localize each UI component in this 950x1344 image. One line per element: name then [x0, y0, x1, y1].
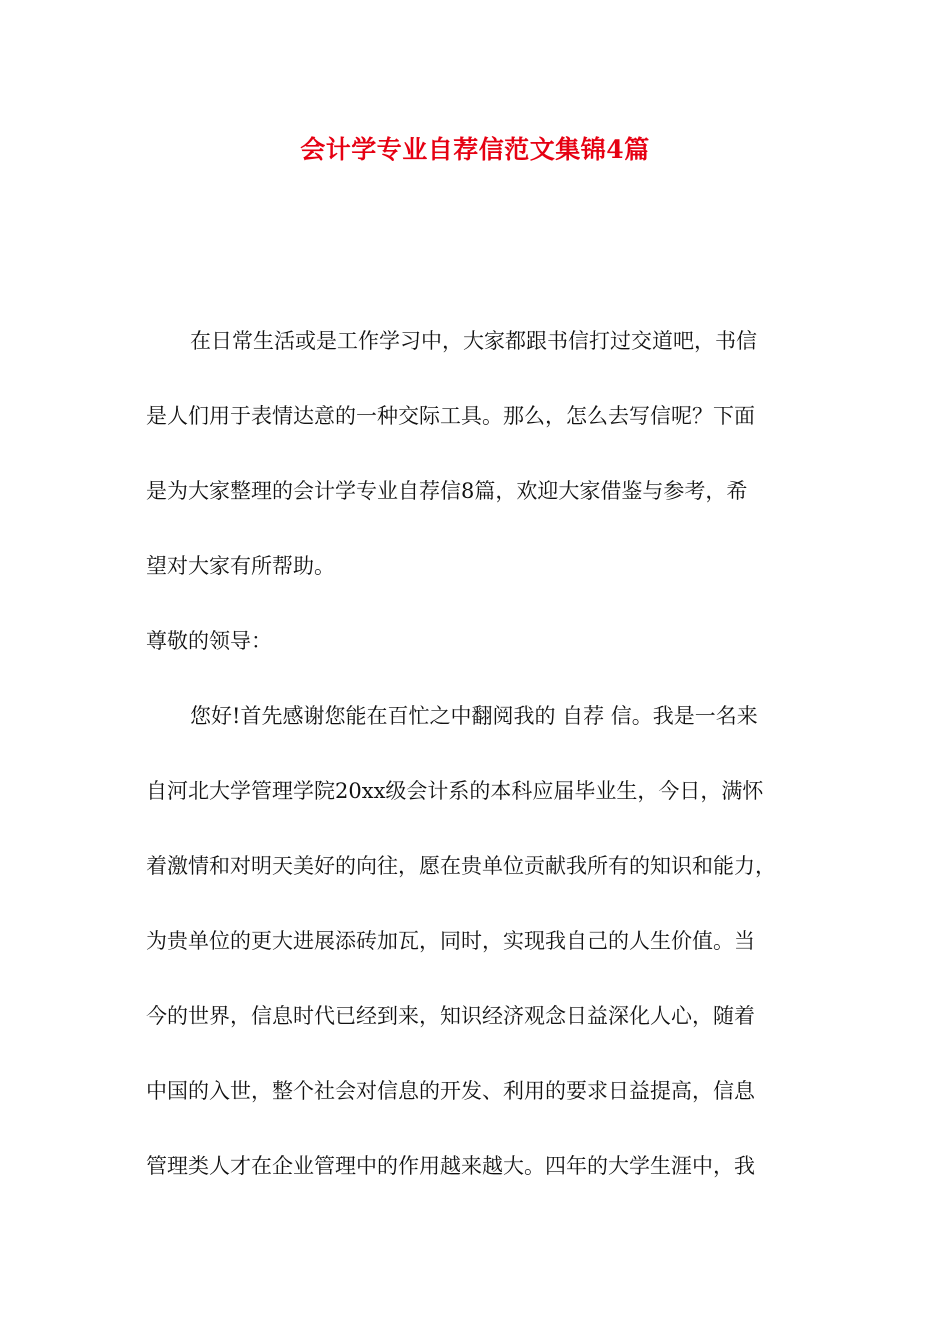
paragraph-line: 是为大家整理的会计学专业自荐信8篇，欢迎大家借鉴与参考，希: [146, 479, 748, 503]
paragraph-line: 着激情和对明天美好的向往，愿在贵单位贡献我所有的知识和能力，: [146, 854, 776, 878]
paragraph-line: 管理类人才在企业管理中的作用越来越大。四年的大学生涯中，我: [146, 1154, 755, 1178]
paragraph-line: 是人们用于表情达意的一种交际工具。那么，怎么去写信呢？下面: [146, 404, 755, 428]
paragraph-line: 中国的入世，整个社会对信息的开发、利用的要求日益提高，信息: [146, 1079, 755, 1103]
paragraph-line: 在日常生活或是工作学习中，大家都跟书信打过交道吧，书信: [190, 329, 757, 353]
paragraph-line: 今的世界，信息时代已经到来，知识经济观念日益深化人心，随着: [146, 1004, 755, 1028]
paragraph-line: 自河北大学管理学院20xx级会计系的本科应届毕业生，今日，满怀: [146, 779, 764, 803]
paragraph-line: 您好!首先感谢您能在百忙之中翻阅我的 自荐 信。我是一名来: [190, 704, 758, 728]
paragraph-line: 为贵单位的更大进展添砖加瓦，同时，实现我自己的人生价值。当: [146, 929, 755, 953]
salutation: 尊敬的领导：: [146, 629, 272, 653]
paragraph-line: 望对大家有所帮助。: [146, 554, 335, 578]
document-title: 会计学专业自荐信范文集锦4篇: [300, 135, 650, 164]
